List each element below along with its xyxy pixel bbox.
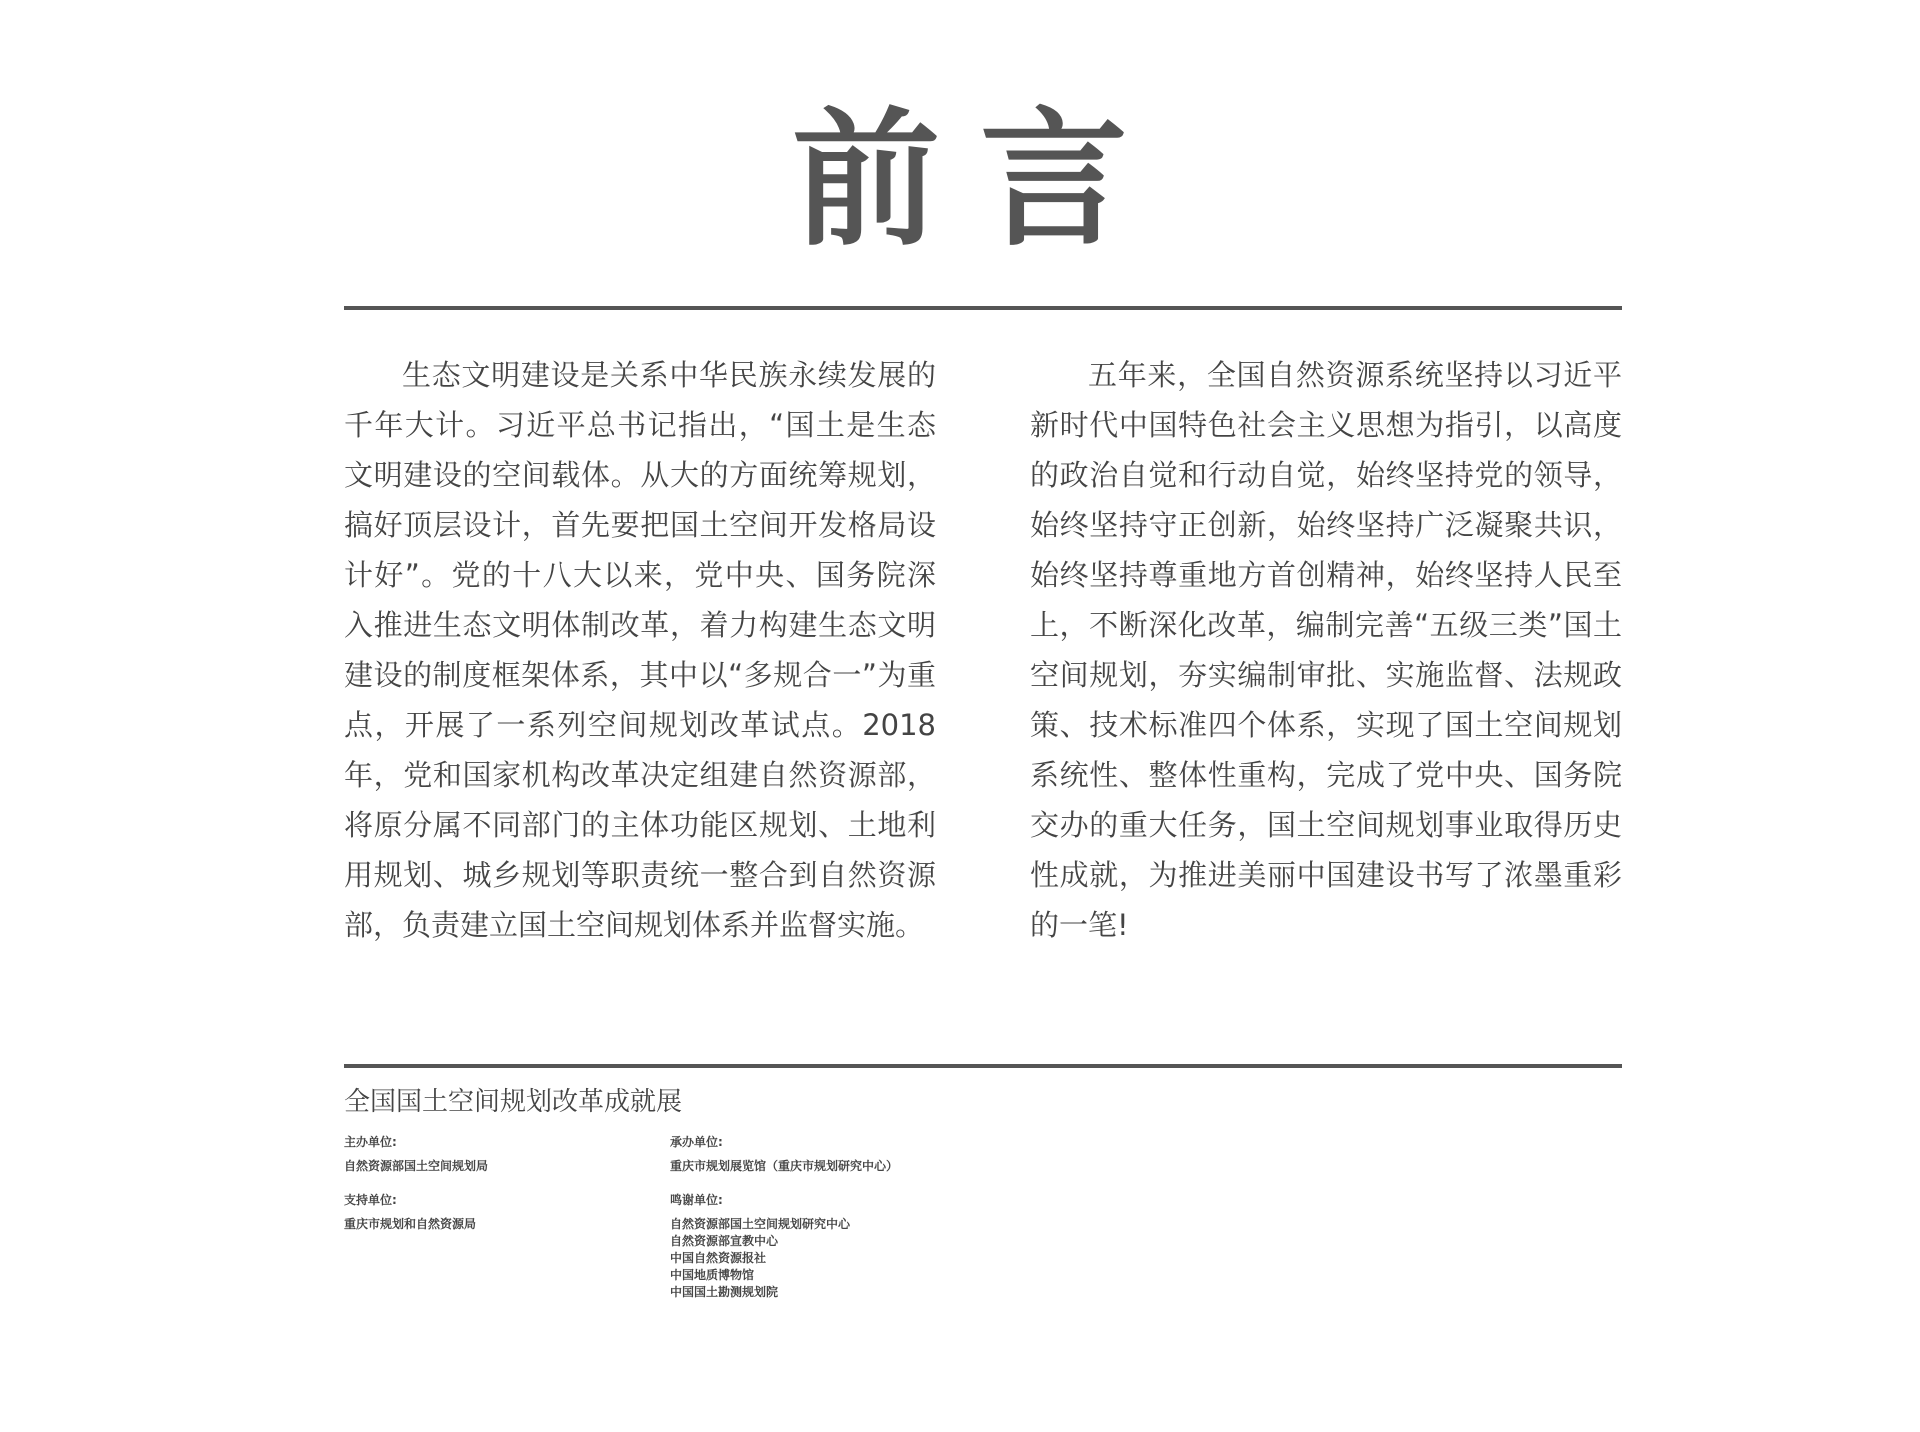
supporter-value: 重庆市规划和自然资源局 [344, 1217, 477, 1231]
thanks-block [670, 1192, 850, 1301]
thanks-item: 中国国土勘测规划院 [670, 1285, 779, 1299]
bottom-divider [344, 1064, 1622, 1068]
thanks-item: 中国自然资源报社 [670, 1251, 767, 1265]
thanks-item: 自然资源部宣教中心 [670, 1234, 779, 1248]
supporter-label: 支持单位: [344, 1193, 397, 1207]
preface-paragraph-right: 五年来，全国自然资源系统坚持以习近平新时代中国特色社会主义思想为指引，以高度的政治自觉和行动自觉，始终坚持党的领导，始终坚持守正创新，始终坚持广泛凝聚共识，始终坚持尊重地方首创精神，始终坚持人民至上，不断深化改革，编制完善“五级三类”国土空间规划，夯实编制审批、实施监督、法规政策、技术标准四个体系，实现了国土空间规划系统性、整体性重构，完成了党中央、国务院交办的重大任务，国土空间规划事业取得历史性成就，为推进美丽中国建设书写了浓墨重彩的一笔! [1030, 358, 1622, 942]
thanks-item: 自然资源部国土空间规划研究中心 [670, 1217, 851, 1231]
page-title: 前言 [792, 94, 1168, 266]
thanks-item: 中国地质博物馆 [670, 1268, 755, 1282]
undertaker-value: 重庆市规划展览馆（重庆市规划研究中心） [670, 1159, 899, 1173]
preface-paragraph-left: 生态文明建设是关系中华民族永续发展的千年大计。习近平总书记指出，“国土是生态文明建设的空间载体。从大的方面统筹规划，搞好顶层设计，首先要把国土空间开发格局设计好”。党的十八大以来，党中央、国务院深入推进生态文明体制改革，着力构建生态文明建设的制度框架体系，其中以“多规合一”为重点，开展了一系列空间规划改革试点。2018年，党和国家机构改革决定组建自然资源部，将原分属不同部门的主体功能区规划、土地利用规划、城乡规划等职责统一整合到自然资源部，负责建立国土空间规划体系并监督实施。 [344, 358, 936, 942]
organizer-block [344, 1134, 488, 1175]
thanks-label: 鸣谢单位: [670, 1193, 723, 1207]
organizer-label: 主办单位: [344, 1135, 397, 1149]
organizer-value: 自然资源部国土空间规划局 [344, 1159, 489, 1173]
supporter-block [344, 1192, 476, 1233]
exhibition-name: 全国国土空间规划改革成就展 [344, 1087, 683, 1117]
top-divider [344, 306, 1622, 310]
undertaker-label: 承办单位: [670, 1135, 723, 1149]
undertaker-block [670, 1134, 898, 1175]
